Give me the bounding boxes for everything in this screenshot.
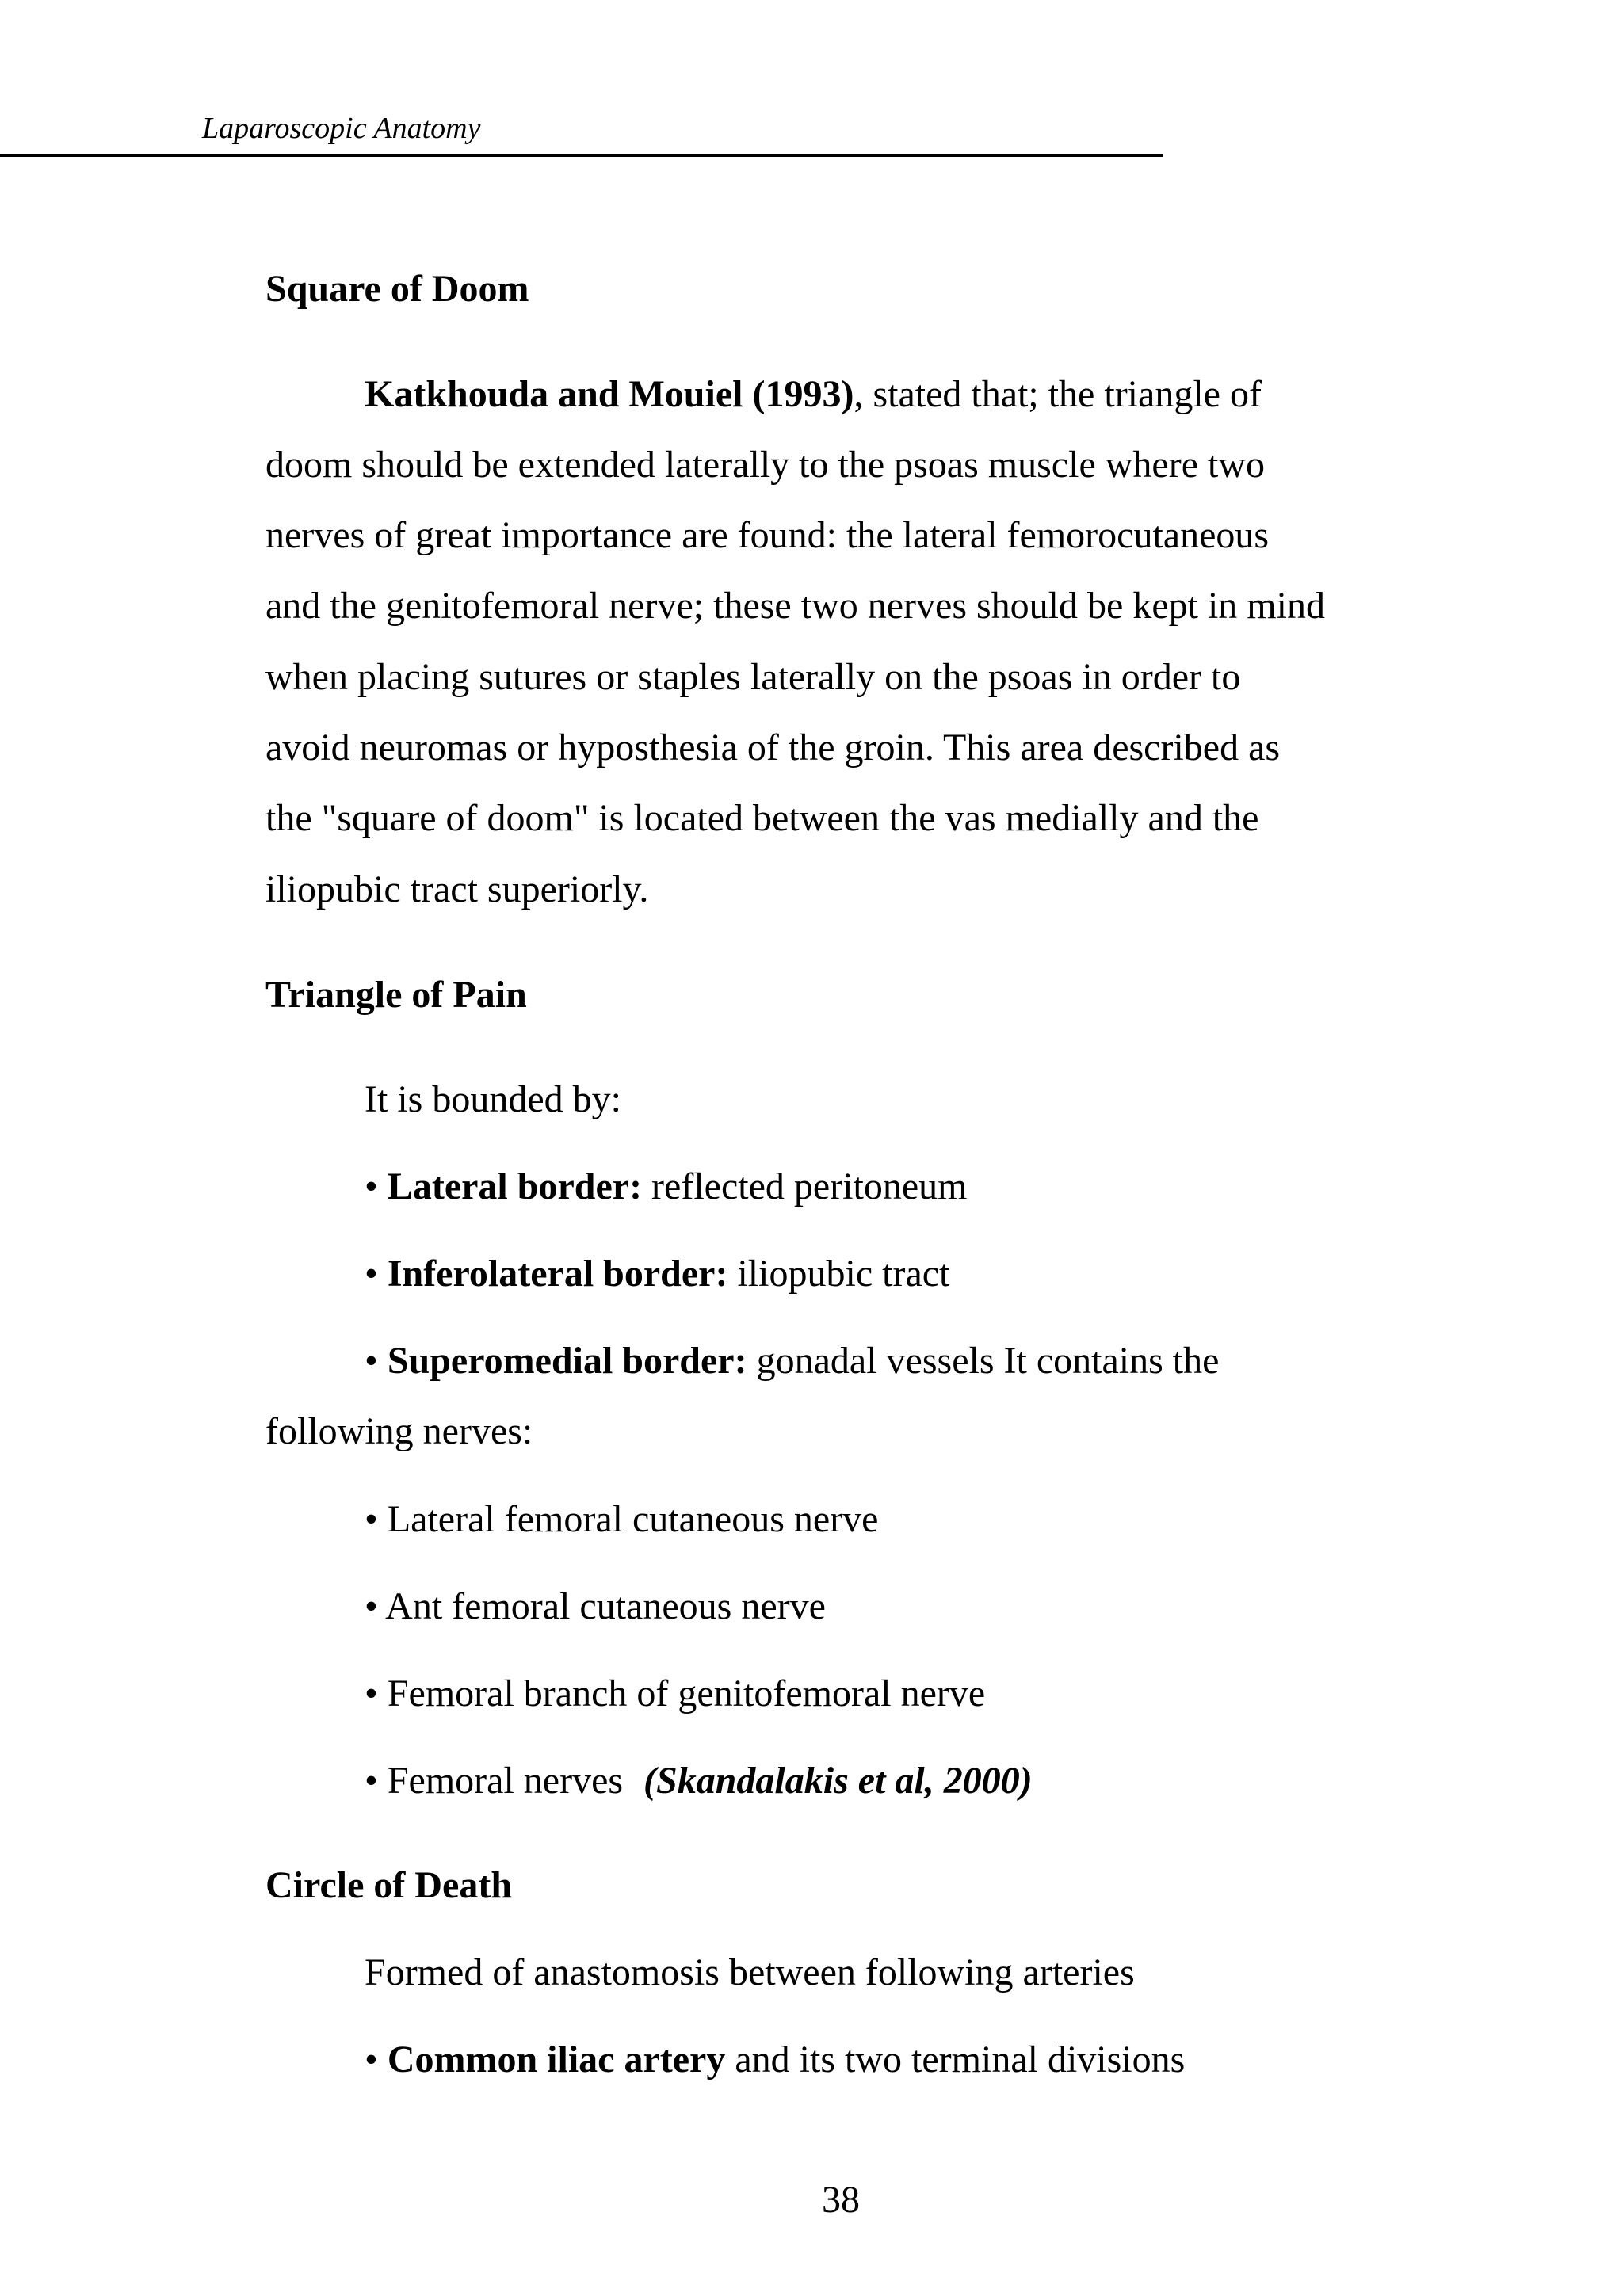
paragraph-line: doom should be extended laterally to the psoas muscle where two <box>265 444 1266 486</box>
nerve-text: Lateral femoral cutaneous nerve <box>387 1498 879 1540</box>
bullet-icon: • <box>365 1760 388 1802</box>
nerve-text: Femoral branch of genitofemoral nerve <box>387 1672 986 1714</box>
header-rule <box>0 154 1163 157</box>
border-text: iliopubic tract <box>727 1253 950 1295</box>
reference-citation: (Skandalakis et al, 2000) <box>643 1760 1033 1802</box>
border-text: gonadal vessels It contains the <box>747 1340 1220 1382</box>
artery-label: Common iliac artery <box>387 2039 726 2081</box>
page-number: 38 <box>822 2179 860 2221</box>
bullet-icon: • <box>365 1585 386 1627</box>
section-heading-circle-of-death: Circle of Death <box>265 1864 513 1906</box>
section-heading-square-of-doom: Square of Doom <box>265 268 529 310</box>
artery-text: and its two terminal divisions <box>725 2039 1186 2081</box>
intro-text: It is bounded by: <box>365 1078 621 1120</box>
paragraph-line: avoid neuromas or hyposthesia of the groin. This area described as <box>265 727 1281 769</box>
nerve-text: Ant femoral cutaneous nerve <box>385 1585 826 1627</box>
paragraph-line <box>365 371 1262 418</box>
list-item-nerve <box>365 1583 826 1630</box>
bullet-icon: • <box>365 2039 388 2081</box>
paragraph-line: and the genitofemoral nerve; these two nerves should be kept in mind <box>265 585 1325 627</box>
section-heading-triangle-of-pain: Triangle of Pain <box>265 974 527 1016</box>
border-label: Lateral border: <box>387 1165 643 1207</box>
list-item-border <box>365 1250 949 1298</box>
list-item-nerve <box>365 1670 985 1718</box>
list-item-artery <box>365 2036 1185 2084</box>
running-head: Laparoscopic Anatomy <box>202 112 481 145</box>
continuation-text: following nerves: <box>265 1410 533 1452</box>
paragraph-line: nerves of great importance are found: the lateral femorocutaneous <box>265 514 1270 556</box>
list-item-nerve <box>365 1496 878 1543</box>
border-label: Superomedial border: <box>387 1340 747 1382</box>
intro-text: Formed of anastomosis between following arteries <box>365 1951 1135 1993</box>
bullet-icon: • <box>365 1340 388 1382</box>
list-item-border <box>365 1337 1219 1385</box>
bullet-icon: • <box>365 1165 388 1207</box>
bullet-icon: • <box>365 1253 388 1295</box>
nerve-text: Femoral nerves <box>387 1760 624 1802</box>
paragraph-line: iliopubic tract superiorly. <box>265 868 649 910</box>
bullet-icon: • <box>365 1672 388 1714</box>
border-label: Inferolateral border: <box>387 1253 728 1295</box>
list-item-nerve <box>365 1757 1033 1805</box>
list-item-border <box>365 1163 968 1211</box>
paragraph-line: the "square of doom" is located between the vas medially and the <box>265 797 1259 839</box>
author-citation: Katkhouda and Mouiel (1993) <box>365 373 854 415</box>
bullet-icon: • <box>365 1498 388 1540</box>
paragraph-text: , stated that; the triangle of <box>854 373 1262 415</box>
paragraph-line: when placing sutures or staples laterally on the psoas in order to <box>265 656 1241 698</box>
border-text: reflected peritoneum <box>642 1165 968 1207</box>
